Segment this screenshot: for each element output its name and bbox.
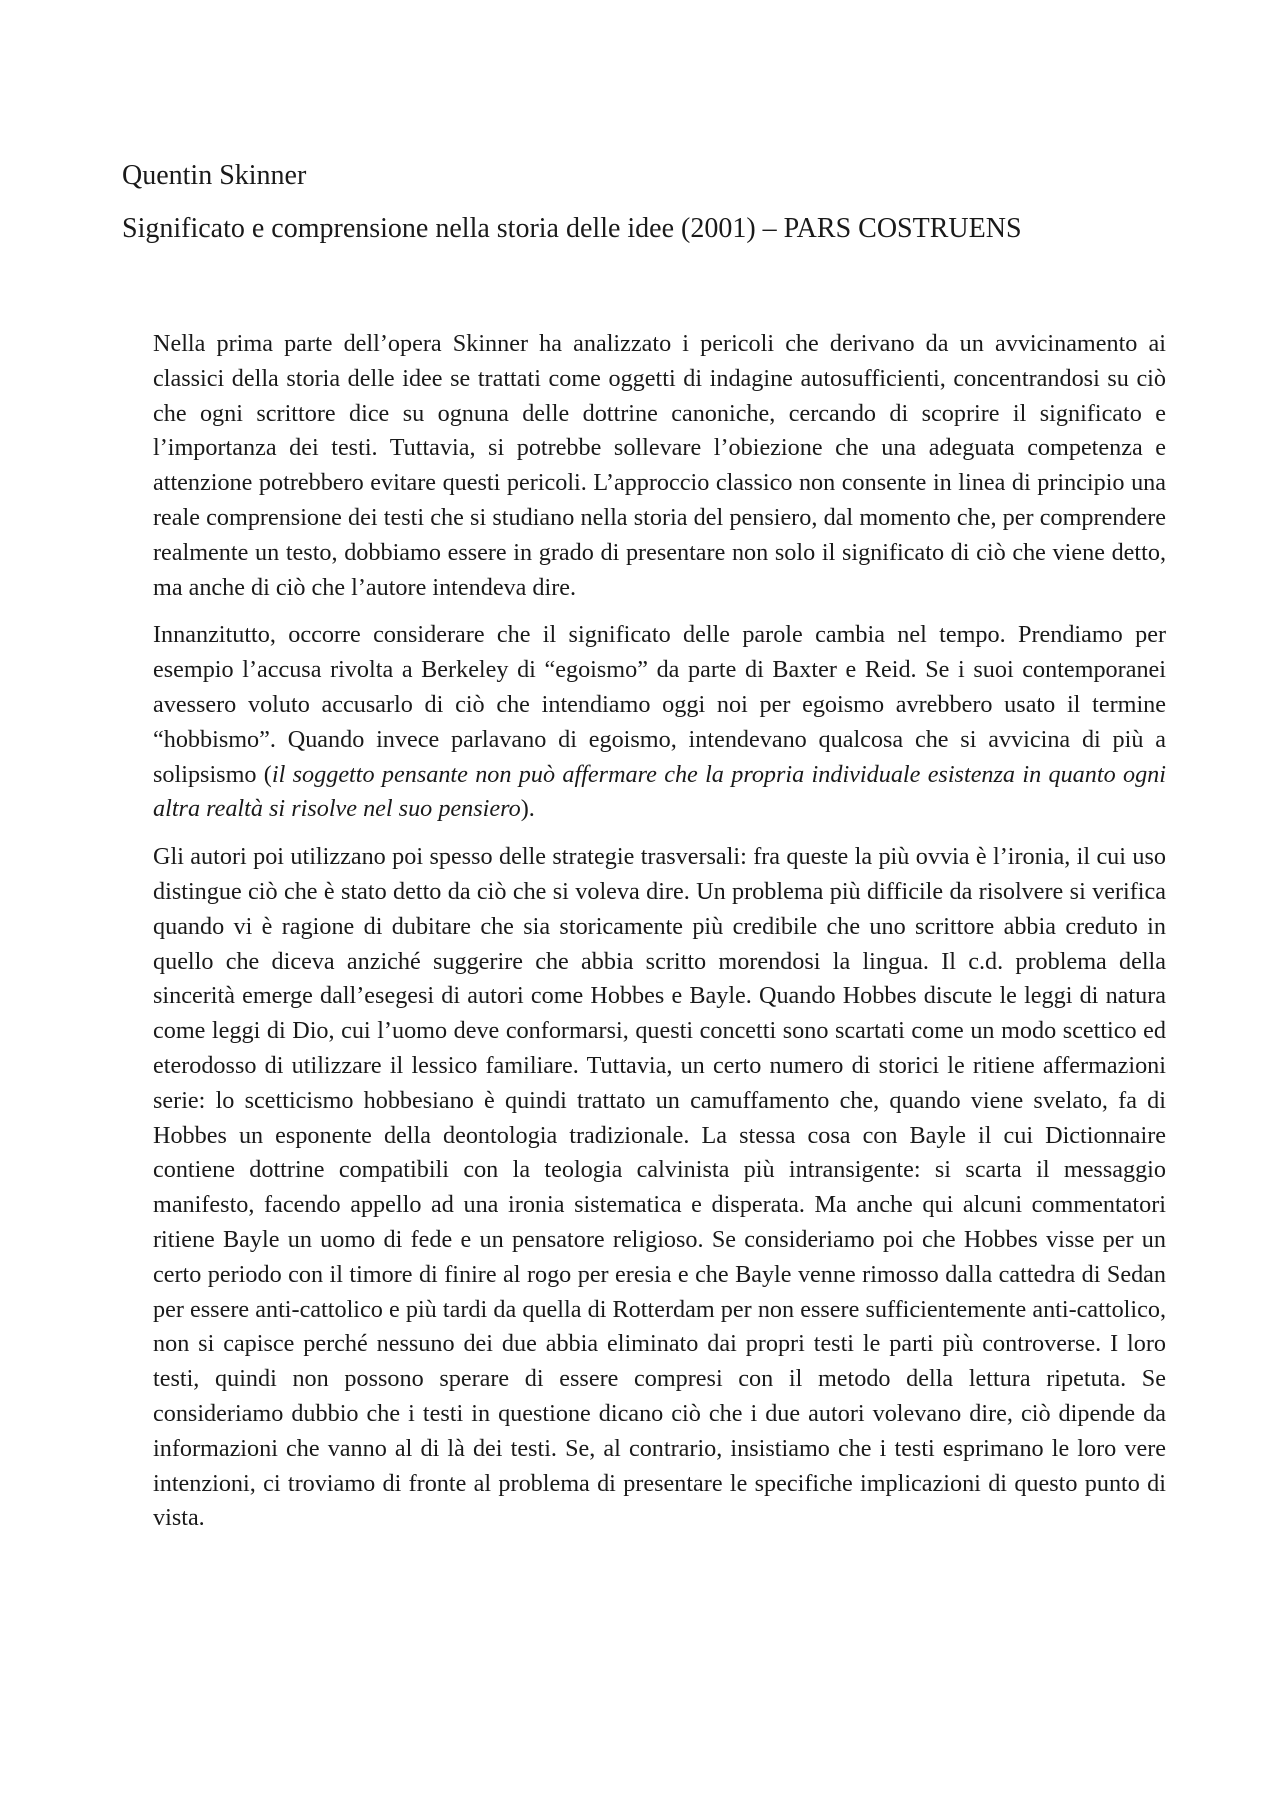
document-title: Significato e comprensione nella storia delle idee (2001) – PARS COSTRUENS — [122, 213, 1022, 244]
author-name: Quentin Skinner — [122, 160, 307, 191]
paragraph-2-text-end: ). — [520, 795, 535, 823]
paragraph-2-italic-definition: il soggetto pensante non può affermare che la propria individuale esistenza in quanto ogni altra realtà si risolve nel suo pensiero — [153, 760, 1166, 823]
body-text — [153, 327, 1166, 1549]
paragraph-2 — [153, 618, 1166, 827]
paragraph-2-text-start: Innanzitutto, occorre considerare che il significato delle parole cambia nel tempo. Prendiamo per esempio l’accusa rivolta a Berkeley di “egoismo” da parte di Baxter e Reid. Se i suoi contemporanei avessero voluto accusarlo di ciò che intendiamo oggi noi per egoismo avrebbero usato il termine “hobbismo”. Quando invece parlavano di egoismo, intendevano qualcosa che si avvicina di più a solipsismo ( — [153, 621, 1166, 788]
paragraph-3: Gli autori poi utilizzano poi spesso delle strategie trasversali: fra queste la più ovvia è l’ironia, il cui uso distingue ciò che è stato detto da ciò che si voleva dire. Un problema più difficile da risolvere si verifica quando vi è ragione di dubitare che sia storicamente più credibile che uno scrittore abbia creduto in quello che diceva anziché suggerire che abbia scritto morendosi la lingua. Il c.d. problema della sincerità emerge dall’esegesi di autori come Hobbes e Bayle. Quando Hobbes discute le leggi di natura come leggi di Dio, cui l’uomo deve conformarsi, questi concetti sono scartati come un modo scettico ed eterodosso di utilizzare il lessico familiare. Tuttavia, un certo numero di storici le ritiene affermazioni serie: lo scetticismo hobbesiano è quindi trattato un camuffamento che, quando viene svelato, fa di Hobbes un esponente della deontologia tradizionale. La stessa cosa con Bayle il cui Dictionnaire contiene dottrine compatibili con la teologia calvinista più intransigente: si scarta il messaggio manifesto, facendo appello ad una ironia sistematica e disperata. Ma anche qui alcuni commentatori ritiene Bayle un uomo di fede e un pensatore religioso. Se consideriamo poi che Hobbes visse per un certo periodo con il timore di finire al rogo per eresia e che Bayle venne rimosso dalla cattedra di Sedan per essere anti-cattolico e più tardi da quella di Rotterdam per non essere sufficientemente anti-cattolico, non si capisce perché nessuno dei due abbia eliminato dai propri testi le parti più controverse. I loro testi, quindi non possono sperare di essere compresi con il metodo della lettura ripetuta. Se consideriamo dubbio che i testi in questione dicano ciò che i due autori volevano dire, ciò dipende da informazioni che vanno al di là dei testi. Se, al contrario, insistiamo che i testi esprimano le loro vere intenzioni, ci troviamo di fronte al problema di presentare le specifiche implicazioni di questo punto di vista. — [153, 843, 1166, 1532]
paragraph-1: Nella prima parte dell’opera Skinner ha analizzato i pericoli che derivano da un avvicinamento ai classici della storia delle idee se trattati come oggetti di indagine autosufficienti, concentrandosi su ciò che ogni scrittore dice su ognuna delle dottrine canoniche, cercando di scoprire il significato e l’importanza dei testi. Tuttavia, si potrebbe sollevare l’obiezione che una adeguata competenza e attenzione potrebbero evitare questi pericoli. L’approccio classico non consente in linea di principio una reale comprensione dei testi che si studiano nella storia del pensiero, dal momento che, per comprendere realmente un testo, dobbiamo essere in grado di presentare non solo il significato di ciò che viene detto, ma anche di ciò che l’autore intendeva dire. — [153, 330, 1166, 601]
